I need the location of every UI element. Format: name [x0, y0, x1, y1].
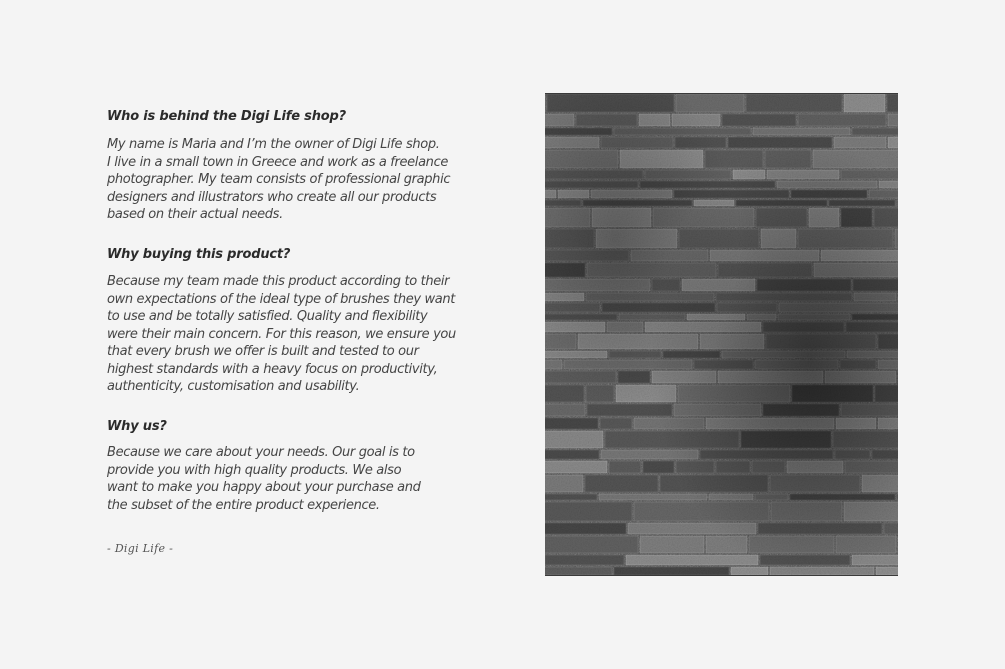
section-body-why-buy: Because my team made this product according to their own expectations of the ideal type of brushes they want to use and be totally satisfied. Quality and flexibility were their main concern. For this reason, we ensure you that every brush we offer is built and tested to our highest standards with a heavy focus on productivity, authenticity, customisation and usability.	[107, 274, 456, 394]
section-body-why-us: Because we care about your needs. Our goal is to provide you with high quality products. We also want to make you happy about your purchase and the subset of the entire product experience.	[107, 445, 421, 513]
stone-wall-photo	[545, 93, 898, 576]
section-body-who: My name is Maria and I’m the owner of Digi Life shop. I live in a small town in Greece and work as a freelance photographer. My team consists of professional graphic designers and illustrators who create all our products based on their actual needs.	[107, 137, 451, 222]
signature: - Digi Life -	[107, 542, 174, 555]
section-heading-why-buy: Why buying this product?	[107, 247, 291, 262]
stone-wall-image	[545, 93, 898, 576]
section-heading-why-us: Why us?	[107, 419, 167, 434]
section-heading-who: Who is behind the Digi Life shop?	[107, 109, 346, 124]
